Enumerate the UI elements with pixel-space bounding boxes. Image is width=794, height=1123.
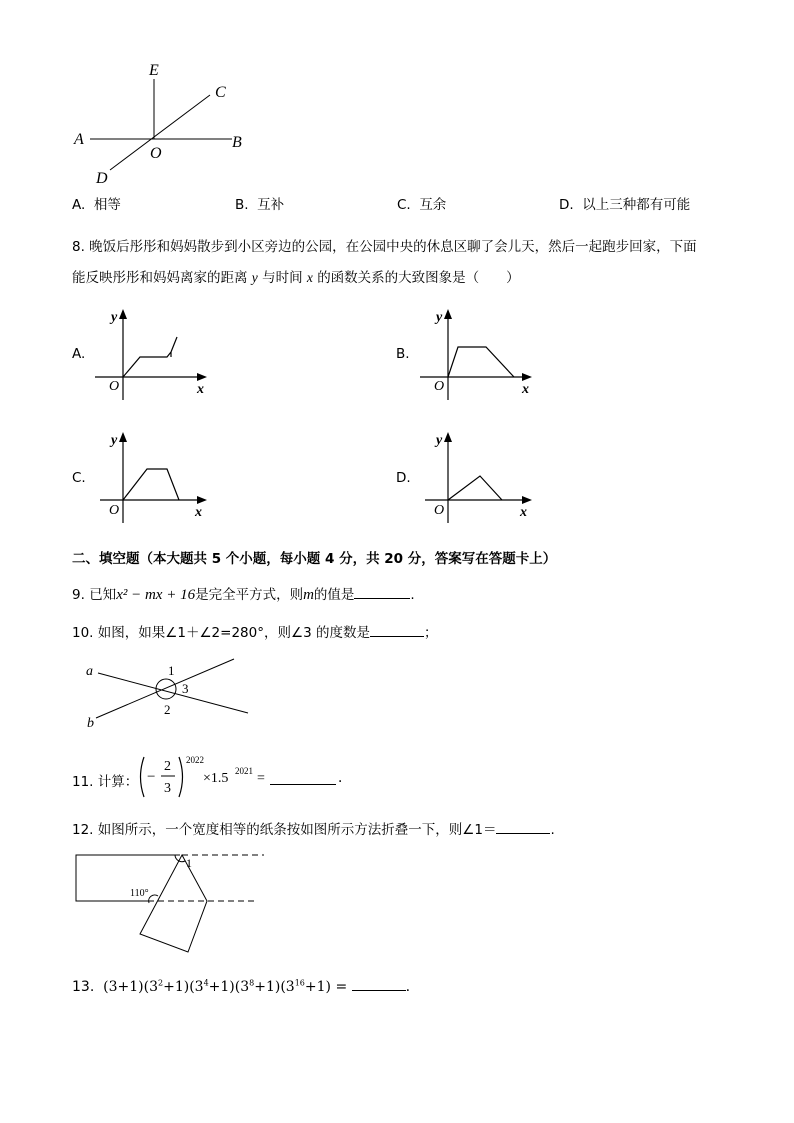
svg-text:y: y — [436, 433, 443, 448]
label-a: A — [74, 131, 84, 148]
svg-text:2: 2 — [164, 702, 171, 717]
svg-text:1: 1 — [168, 663, 175, 678]
svg-text:3: 3 — [182, 681, 189, 696]
q11-answer-blank[interactable] — [270, 772, 336, 785]
label-c: C — [215, 84, 226, 101]
q7-figure — [60, 55, 280, 190]
q8-label-c: C. — [72, 470, 86, 486]
q11-end: . — [338, 770, 343, 786]
svg-text:2022: 2022 — [186, 755, 204, 765]
q13-answer-blank[interactable] — [352, 978, 406, 991]
svg-text:x: x — [522, 382, 529, 397]
svg-text:O: O — [109, 379, 120, 394]
svg-text:=: = — [257, 771, 265, 786]
svg-text:2021: 2021 — [235, 766, 253, 776]
q13-text: 13. $(3+1)(3^2+1)(3^4+1)(3^8+1)(3^{16}+1)$ = . — [72, 978, 411, 995]
svg-text:3: 3 — [164, 781, 171, 796]
svg-text:y: y — [436, 310, 443, 325]
label-e: E — [149, 62, 159, 79]
q9-text: 9. 已知x² − mx + 16是完全平方式，则m的值是 . — [72, 587, 415, 603]
q12-figure — [70, 848, 270, 960]
svg-text:O: O — [434, 503, 445, 518]
svg-text:110°: 110° — [130, 888, 149, 899]
q8-line2: 能反映彤彤和妈妈离家的距离 y 与时间 x 的函数关系的大致图象是（ ） — [72, 270, 520, 286]
svg-text:×1.5: ×1.5 — [203, 771, 229, 786]
q8-label-a: A. — [72, 346, 86, 362]
q8-label-b: B. — [396, 346, 410, 362]
q10-figure — [80, 655, 260, 735]
q8-graph-a — [95, 305, 220, 405]
q10-text: 10. 如图，如果∠1＋∠2=280°，则∠3 的度数是 ； — [72, 625, 438, 641]
section2-title: 二、填空题（本大题共 5 个小题，每小题 4 分，共 20 分，答案写在答题卡上） — [72, 551, 557, 567]
q8-graph-b — [420, 305, 545, 405]
q7-option-d: D. 以上三种都有可能 — [559, 197, 691, 213]
strip-outline — [76, 855, 180, 901]
svg-text:2: 2 — [164, 759, 171, 774]
svg-text:1: 1 — [186, 856, 192, 870]
q8-graph-c — [95, 428, 220, 528]
q7-option-b: B. 互补 — [235, 197, 285, 213]
q10-answer-blank[interactable] — [370, 624, 424, 637]
svg-text:x: x — [520, 505, 527, 520]
q9-answer-blank[interactable] — [354, 586, 410, 599]
svg-text:−: − — [147, 769, 156, 785]
svg-text:x: x — [195, 505, 202, 520]
q8-line1: 8. 晚饭后彤彤和妈妈散步到小区旁边的公园，在公园中央的休息区聊了会儿天，然后一起跑步回家，下面 — [72, 239, 697, 255]
q12-answer-blank[interactable] — [496, 821, 550, 834]
label-o: O — [150, 145, 162, 162]
q12-text: 12. 如图所示，一个宽度相等的纸条按如图所示方法折叠一下，则∠1＝ . — [72, 822, 555, 838]
svg-text:y: y — [111, 310, 118, 325]
svg-text:x: x — [197, 382, 204, 397]
folded-part — [140, 855, 207, 952]
svg-text:a: a — [86, 664, 93, 679]
q8-graph-d — [420, 428, 545, 528]
q11-prefix: 11. 计算： — [72, 774, 139, 790]
svg-text:y: y — [111, 433, 118, 448]
q7-option-c: C. 互余 — [397, 197, 447, 213]
label-d: D — [96, 170, 108, 187]
svg-text:b: b — [87, 716, 94, 731]
svg-text:O: O — [109, 503, 120, 518]
label-b: B — [232, 134, 242, 151]
svg-text:O: O — [434, 379, 445, 394]
q8-label-d: D. — [396, 470, 411, 486]
q7-option-a: A. 相等 — [72, 197, 121, 213]
